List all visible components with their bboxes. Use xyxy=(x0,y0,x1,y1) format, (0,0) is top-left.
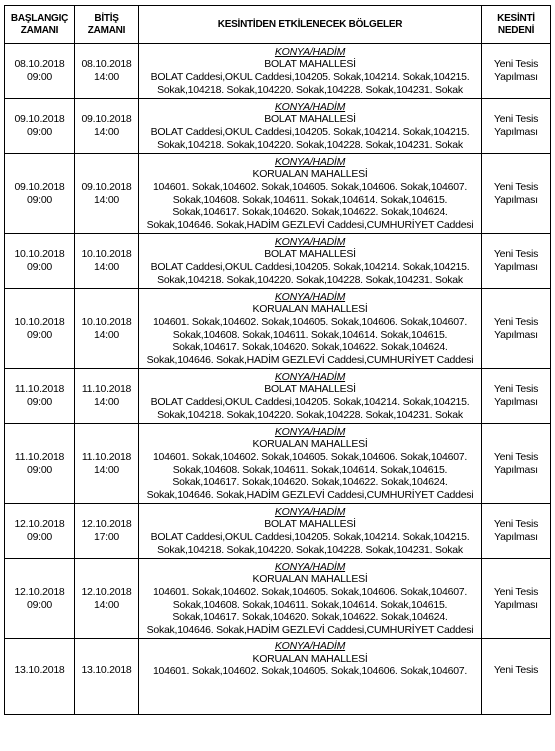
end-time: 14:00 xyxy=(93,396,120,408)
end-cell xyxy=(75,424,139,504)
start-cell xyxy=(5,154,75,234)
end-date: 11.10.2018 xyxy=(81,450,132,463)
header-end-time: BİTİŞ ZAMANI xyxy=(75,6,139,44)
reason-cell: Yeni Tesis Yapılması xyxy=(482,234,551,289)
location-label: KONYA/HADİM xyxy=(274,45,346,58)
neighborhood-label: BOLAT MAHALLESİ xyxy=(264,58,356,71)
end-time: 14:00 xyxy=(93,126,120,138)
start-time: 09:00 xyxy=(26,261,53,273)
region-cell xyxy=(139,424,482,504)
reason-cell: Yeni Tesis xyxy=(482,639,551,715)
start-date: 10.10.2018 xyxy=(14,315,65,328)
streets-text: BOLAT Caddesi,OKUL Caddesi,104205. Sokak,104214. Sokak,104215. Sokak,104218. Sokak,104220. Sokak,104228. Sokak,104231. Sokak xyxy=(150,126,470,151)
streets-text: 104601. Sokak,104602. Sokak,104605. Sokak,104606. Sokak,104607. Sokak,104608. Sokak,104611. Sokak,104614. Sokak,104615. Sokak,104617. Sokak,104620. Sokak,104622. Sokak,104624. Sokak,104646. Sokak,HADİM GEZLEVİ Caddesi,CUMHURİYET Caddesi xyxy=(146,585,474,636)
table-row xyxy=(5,44,551,99)
start-time: 09:00 xyxy=(26,396,53,408)
neighborhood-label: BOLAT MAHALLESİ xyxy=(264,248,356,261)
start-cell xyxy=(5,369,75,424)
start-time: 09:00 xyxy=(26,598,53,611)
location-label: KONYA/HADİM xyxy=(274,370,346,383)
end-date: 10.10.2018 xyxy=(81,248,132,261)
end-cell xyxy=(75,289,139,369)
end-time: 14:00 xyxy=(93,193,120,206)
table-row xyxy=(5,99,551,154)
start-date: 09.10.2018 xyxy=(14,113,65,126)
end-cell xyxy=(75,234,139,289)
end-time: 14:00 xyxy=(93,261,120,273)
start-time: 09:00 xyxy=(26,328,53,341)
end-time: 14:00 xyxy=(93,328,120,341)
start-time: 09:00 xyxy=(26,463,53,476)
table-row xyxy=(5,559,551,639)
neighborhood-label: BOLAT MAHALLESİ xyxy=(264,383,356,396)
location-label: KONYA/HADİM xyxy=(274,235,346,248)
start-cell xyxy=(5,99,75,154)
table-row xyxy=(5,234,551,289)
start-cell xyxy=(5,44,75,99)
start-date: 12.10.2018 xyxy=(14,585,65,598)
start-date: 08.10.2018 xyxy=(14,58,65,71)
end-date: 09.10.2018 xyxy=(81,180,132,193)
start-date: 11.10.2018 xyxy=(14,383,65,396)
region-cell xyxy=(139,504,482,559)
start-date: 12.10.2018 xyxy=(14,518,65,531)
region-cell xyxy=(139,44,482,99)
header-start-time: BAŞLANGIÇ ZAMANI xyxy=(5,6,75,44)
location-label: KONYA/HADİM xyxy=(274,505,346,518)
end-date: 10.10.2018 xyxy=(81,315,132,328)
start-cell xyxy=(5,639,75,715)
neighborhood-label: KORUALAN MAHALLESİ xyxy=(252,303,368,316)
table-row xyxy=(5,154,551,234)
location-label: KONYA/HADİM xyxy=(274,560,346,573)
start-date: 13.10.2018 xyxy=(14,664,65,676)
end-cell xyxy=(75,504,139,559)
start-date: 11.10.2018 xyxy=(14,450,65,463)
end-cell xyxy=(75,99,139,154)
streets-text: 104601. Sokak,104602. Sokak,104605. Sokak,104606. Sokak,104607. Sokak,104608. Sokak,104611. Sokak,104614. Sokak,104615. Sokak,104617. Sokak,104620. Sokak,104622. Sokak,104624. Sokak,104646. Sokak,HADİM GEZLEVİ Caddesi,CUMHURİYET Caddesi xyxy=(146,450,474,501)
end-time: 17:00 xyxy=(93,531,120,543)
neighborhood-label: KORUALAN MAHALLESİ xyxy=(252,168,368,181)
end-time: 14:00 xyxy=(93,463,120,476)
streets-text: 104601. Sokak,104602. Sokak,104605. Sokak,104606. Sokak,104607. xyxy=(152,665,468,678)
end-date: 12.10.2018 xyxy=(81,518,132,531)
header-affected-regions: KESİNTİDEN ETKİLENECEK BÖLGELER xyxy=(139,6,482,44)
region-cell xyxy=(139,639,482,715)
start-cell xyxy=(5,234,75,289)
region-cell xyxy=(139,559,482,639)
header-outage-reason: KESİNTİ NEDENİ xyxy=(482,6,551,44)
neighborhood-label: KORUALAN MAHALLESİ xyxy=(252,438,368,451)
start-date: 09.10.2018 xyxy=(14,180,65,193)
neighborhood-label: BOLAT MAHALLESİ xyxy=(264,518,356,531)
streets-text: 104601. Sokak,104602. Sokak,104605. Sokak,104606. Sokak,104607. Sokak,104608. Sokak,104611. Sokak,104614. Sokak,104615. Sokak,104617. Sokak,104620. Sokak,104622. Sokak,104624. Sokak,104646. Sokak,HADİM GEZLEVİ Caddesi,CUMHURİYET Caddesi xyxy=(146,315,474,366)
end-cell xyxy=(75,44,139,99)
region-cell xyxy=(139,289,482,369)
end-cell xyxy=(75,639,139,715)
end-cell xyxy=(75,154,139,234)
start-cell xyxy=(5,289,75,369)
streets-text: BOLAT Caddesi,OKUL Caddesi,104205. Sokak,104214. Sokak,104215. Sokak,104218. Sokak,104220. Sokak,104228. Sokak,104231. Sokak xyxy=(150,261,470,286)
reason-cell: Yeni Tesis Yapılması xyxy=(482,504,551,559)
region-cell xyxy=(139,234,482,289)
location-label: KONYA/HADİM xyxy=(274,640,346,652)
outage-table xyxy=(4,5,551,715)
start-cell xyxy=(5,424,75,504)
end-date: 09.10.2018 xyxy=(81,113,132,126)
end-date: 12.10.2018 xyxy=(81,585,132,598)
location-label: KONYA/HADİM xyxy=(274,425,346,438)
end-cell xyxy=(75,559,139,639)
region-cell xyxy=(139,369,482,424)
reason-cell: Yeni Tesis Yapılması xyxy=(482,559,551,639)
start-time: 09:00 xyxy=(26,193,53,206)
streets-text: 104601. Sokak,104602. Sokak,104605. Sokak,104606. Sokak,104607. Sokak,104608. Sokak,104611. Sokak,104614. Sokak,104615. Sokak,104617. Sokak,104620. Sokak,104622. Sokak,104624. Sokak,104646. Sokak,HADİM GEZLEVİ Caddesi,CUMHURİYET Caddesi xyxy=(146,180,474,231)
region-cell xyxy=(139,99,482,154)
neighborhood-label: KORUALAN MAHALLESİ xyxy=(252,573,368,586)
end-cell xyxy=(75,369,139,424)
end-date: 11.10.2018 xyxy=(81,383,132,396)
table-row xyxy=(5,289,551,369)
streets-text: BOLAT Caddesi,OKUL Caddesi,104205. Sokak,104214. Sokak,104215. Sokak,104218. Sokak,104220. Sokak,104228. Sokak,104231. Sokak xyxy=(150,396,470,421)
header-row xyxy=(5,6,551,44)
reason-cell: Yeni Tesis Yapılması xyxy=(482,424,551,504)
reason-cell: Yeni Tesis Yapılması xyxy=(482,44,551,99)
neighborhood-label: BOLAT MAHALLESİ xyxy=(264,113,356,126)
neighborhood-label: KORUALAN MAHALLESİ xyxy=(252,652,368,665)
reason-cell: Yeni Tesis Yapılması xyxy=(482,289,551,369)
streets-text: BOLAT Caddesi,OKUL Caddesi,104205. Sokak,104214. Sokak,104215. Sokak,104218. Sokak,104220. Sokak,104228. Sokak,104231. Sokak xyxy=(150,531,470,556)
start-date: 10.10.2018 xyxy=(14,248,65,261)
location-label: KONYA/HADİM xyxy=(274,155,346,168)
location-label: KONYA/HADİM xyxy=(274,100,346,113)
table-row xyxy=(5,639,551,715)
reason-cell: Yeni Tesis Yapılması xyxy=(482,154,551,234)
start-time: 09:00 xyxy=(26,531,53,543)
table-row xyxy=(5,504,551,559)
reason-cell: Yeni Tesis Yapılması xyxy=(482,99,551,154)
reason-cell: Yeni Tesis Yapılması xyxy=(482,369,551,424)
start-cell xyxy=(5,504,75,559)
region-cell xyxy=(139,154,482,234)
start-cell xyxy=(5,559,75,639)
end-date: 08.10.2018 xyxy=(81,58,132,71)
end-time: 14:00 xyxy=(93,71,120,83)
streets-text: BOLAT Caddesi,OKUL Caddesi,104205. Sokak,104214. Sokak,104215. Sokak,104218. Sokak,104220. Sokak,104228. Sokak,104231. Sokak xyxy=(150,71,470,96)
end-time: 14:00 xyxy=(93,598,120,611)
location-label: KONYA/HADİM xyxy=(274,290,346,303)
start-time: 09:00 xyxy=(26,71,53,83)
end-date: 13.10.2018 xyxy=(81,664,132,676)
table-row xyxy=(5,424,551,504)
start-time: 09:00 xyxy=(26,126,53,138)
table-row xyxy=(5,369,551,424)
